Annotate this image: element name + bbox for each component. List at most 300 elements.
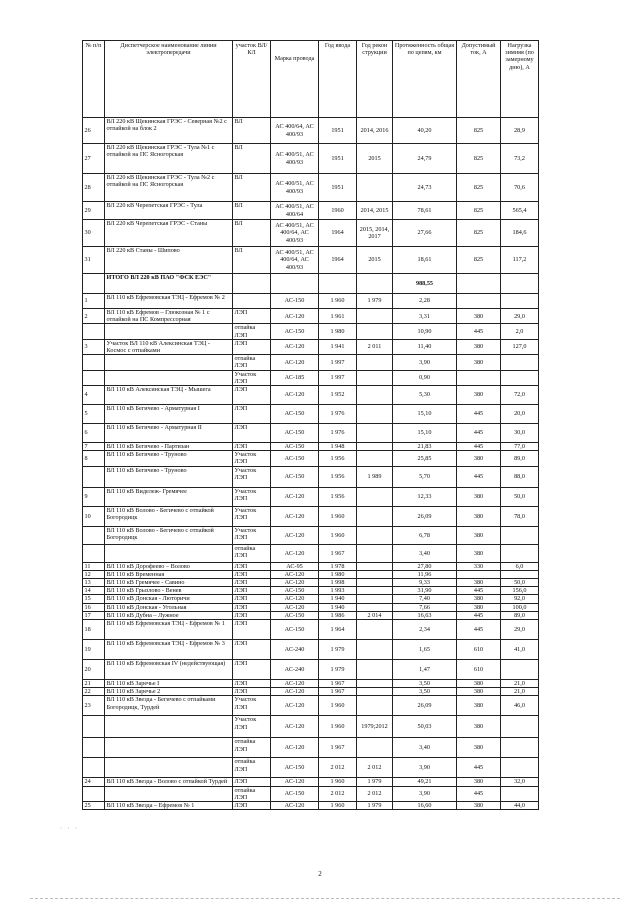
row-wire: АС-120 [271, 802, 319, 810]
row-no: 20 [83, 660, 105, 680]
total-label: ИТОГО ВЛ 220 кВ ПАО "ФСК ЕЭС" [105, 274, 233, 294]
row-year-in: 1964 [319, 247, 357, 274]
row-length: 18,61 [393, 247, 457, 274]
row-year-repair [357, 506, 393, 526]
row-no [83, 466, 105, 487]
table-body-220kv [83, 118, 539, 274]
row-year-repair [357, 174, 393, 202]
row-current: 380 [457, 738, 501, 758]
row-wire: АС 400/64, АС 400/93 [271, 118, 319, 144]
row-length: 11,40 [393, 339, 457, 354]
row-length: 50,03 [393, 716, 457, 738]
row-year-repair: 2015 [357, 247, 393, 274]
row-year-repair [357, 526, 393, 544]
row-name: Участок ВЛ 110 кВ Алексинская ТЭЦ - Космос с отпайками [105, 339, 233, 354]
row-section: ЛЭП [233, 603, 271, 611]
row-section: Участок ЛЭП [233, 451, 271, 466]
table-row [83, 309, 539, 324]
total-year-repair [357, 274, 393, 294]
row-name: ВЛ 110 кВ Донская - Люторичи [105, 595, 233, 603]
row-no: 7 [83, 443, 105, 451]
row-no: 31 [83, 247, 105, 274]
row-length: 3,90 [393, 758, 457, 778]
row-length: 27,80 [393, 562, 457, 570]
row-year-repair [357, 443, 393, 451]
row-section: ЛЭП [233, 587, 271, 595]
row-name: ВЛ 110 кВ Гремячее - Савино [105, 579, 233, 587]
table-row [83, 174, 539, 202]
table-row [83, 443, 539, 451]
table-row [83, 506, 539, 526]
row-no: 5 [83, 405, 105, 424]
row-year-repair [357, 562, 393, 570]
table-total-220kv [83, 274, 539, 294]
table-row [83, 603, 539, 611]
table-row [83, 324, 539, 339]
row-year-repair [357, 424, 393, 443]
row-year-repair [357, 386, 393, 405]
row-load: 88,0 [501, 466, 539, 487]
table-row [83, 579, 539, 587]
row-length: 24,79 [393, 144, 457, 174]
row-load: 100,0 [501, 603, 539, 611]
row-load: 20,0 [501, 405, 539, 424]
table-row [83, 570, 539, 578]
row-current: 380 [457, 603, 501, 611]
row-wire: АС-120 [271, 716, 319, 738]
row-name: ВЛ 110 кВ Звезда – Ефремов № 1 [105, 802, 233, 810]
row-year-in: 1 960 [319, 716, 357, 738]
table-row [83, 786, 539, 801]
row-length: 24,73 [393, 174, 457, 202]
row-length: 9,33 [393, 579, 457, 587]
row-year-in: 1 956 [319, 487, 357, 506]
row-section: ЛЭП [233, 595, 271, 603]
table-row [83, 386, 539, 405]
row-wire: АС-120 [271, 506, 319, 526]
row-section: ЛЭП [233, 802, 271, 810]
row-year-repair: 2015 [357, 144, 393, 174]
row-section: Участок ЛЭП [233, 716, 271, 738]
table-row [83, 544, 539, 562]
row-wire: АС-120 [271, 355, 319, 370]
row-no: 30 [83, 220, 105, 247]
row-section: ЛЭП [233, 778, 271, 786]
row-length: 21,83 [393, 443, 457, 451]
row-section: ЛЭП [233, 570, 271, 578]
row-wire: АС-150 [271, 758, 319, 778]
row-year-repair [357, 696, 393, 716]
row-no [83, 324, 105, 339]
table-row [83, 680, 539, 688]
row-load: 32,0 [501, 778, 539, 786]
row-wire: АС-150 [271, 611, 319, 619]
row-length: 2,34 [393, 620, 457, 640]
row-current: 380 [457, 696, 501, 716]
row-load: 72,0 [501, 386, 539, 405]
row-current: 825 [457, 118, 501, 144]
row-current: 445 [457, 620, 501, 640]
table-row [83, 118, 539, 144]
row-section: отпайка ЛЭП [233, 758, 271, 778]
row-wire: АС-95 [271, 562, 319, 570]
table-row [83, 424, 539, 443]
row-name: ВЛ 110 кВ Дорофеево – Волово [105, 562, 233, 570]
row-wire: АС-150 [271, 466, 319, 487]
row-wire: АС 400/51, АС 400/64 [271, 202, 319, 220]
row-current: 825 [457, 202, 501, 220]
row-section: ВЛ [233, 174, 271, 202]
row-name: ВЛ 220 кВ Черепетская ГРЭС - Станы [105, 220, 233, 247]
table-row [83, 144, 539, 174]
row-year-in: 1 960 [319, 506, 357, 526]
row-year-in: 1 993 [319, 587, 357, 595]
row-current: 380 [457, 595, 501, 603]
header-year-repair: Год рекон струкции [357, 41, 393, 118]
row-length: 0,90 [393, 370, 457, 385]
row-year-repair [357, 620, 393, 640]
row-no [83, 544, 105, 562]
row-length: 1,47 [393, 660, 457, 680]
row-load: 28,9 [501, 118, 539, 144]
row-no: 25 [83, 802, 105, 810]
row-current: 445 [457, 443, 501, 451]
row-section: ЛЭП [233, 386, 271, 405]
row-year-repair [357, 579, 393, 587]
row-wire: АС 400/51, АС 400/93 [271, 144, 319, 174]
row-wire: АС 400/51, АС 400/64, АС 400/93 [271, 220, 319, 247]
header-allowed-current: Допустимый ток, А [457, 41, 501, 118]
row-wire: АС-150 [271, 451, 319, 466]
row-length: 7,40 [393, 595, 457, 603]
row-name: ВЛ 110 кВ Ефремовская IV (недействующая) [105, 660, 233, 680]
row-current: 445 [457, 424, 501, 443]
row-no [83, 738, 105, 758]
row-year-repair [357, 680, 393, 688]
header-wire: Марка провода [271, 41, 319, 118]
table-row [83, 778, 539, 786]
row-current: 825 [457, 174, 501, 202]
table-row [83, 466, 539, 487]
row-wire: АС-120 [271, 339, 319, 354]
row-load: 78,0 [501, 506, 539, 526]
row-year-in: 1 980 [319, 324, 357, 339]
table-body-110kv [83, 294, 539, 810]
row-section: отпайка ЛЭП [233, 355, 271, 370]
row-load: 41,0 [501, 640, 539, 660]
row-current: 380 [457, 386, 501, 405]
row-length: 3,40 [393, 544, 457, 562]
row-year-repair [357, 738, 393, 758]
total-year-in [319, 274, 357, 294]
row-length: 12,33 [393, 487, 457, 506]
row-no: 19 [83, 640, 105, 660]
table-row [83, 451, 539, 466]
table-row [83, 526, 539, 544]
row-length: 5,30 [393, 386, 457, 405]
row-section: ВЛ [233, 202, 271, 220]
row-current: 380 [457, 487, 501, 506]
row-year-repair [357, 309, 393, 324]
row-year-repair [357, 603, 393, 611]
row-name [105, 370, 233, 385]
row-load [501, 570, 539, 578]
row-load: 77,0 [501, 443, 539, 451]
total-length: 988,55 [393, 274, 457, 294]
row-year-repair: 2015, 2014, 2017 [357, 220, 393, 247]
row-current: 825 [457, 247, 501, 274]
row-no: 2 [83, 309, 105, 324]
row-load: 73,2 [501, 144, 539, 174]
header-name: Диспетчерское наименование линии электропередачи [105, 41, 233, 118]
row-section: ЛЭП [233, 339, 271, 354]
row-current: 380 [457, 579, 501, 587]
row-year-in: 1 997 [319, 370, 357, 385]
row-no: 4 [83, 386, 105, 405]
row-no [83, 716, 105, 738]
row-current: 380 [457, 339, 501, 354]
row-section: ЛЭП [233, 424, 271, 443]
row-no: 8 [83, 451, 105, 466]
total-section [233, 274, 271, 294]
row-year-repair: 2 011 [357, 339, 393, 354]
row-no: 14 [83, 587, 105, 595]
row-section: ЛЭП [233, 611, 271, 619]
row-current: 445 [457, 758, 501, 778]
document-page [82, 40, 538, 810]
row-year-repair [357, 688, 393, 696]
row-year-in: 1 976 [319, 424, 357, 443]
row-year-repair [357, 355, 393, 370]
row-name: ВЛ 110 кВ Ефремовская ТЭЦ - Ефремов № 1 [105, 620, 233, 640]
row-year-in: 1 998 [319, 579, 357, 587]
row-load: 184,6 [501, 220, 539, 247]
row-wire: АС 400/51, АС 400/64, АС 400/93 [271, 247, 319, 274]
row-no: 27 [83, 144, 105, 174]
page-number: 2 [318, 870, 322, 878]
row-load [501, 786, 539, 801]
scan-artifact-dots: · · · [60, 826, 79, 832]
row-name: ВЛ 110 кВ Грызлово - Венев [105, 587, 233, 595]
row-section: ЛЭП [233, 620, 271, 640]
row-year-in: 1960 [319, 202, 357, 220]
table-row [83, 758, 539, 778]
table-row [83, 802, 539, 810]
row-name: ВЛ 110 кВ Звезда - Волово с отпайкой Турдей [105, 778, 233, 786]
row-year-in: 1 948 [319, 443, 357, 451]
row-current: 610 [457, 640, 501, 660]
row-no: 18 [83, 620, 105, 640]
row-load: 156,0 [501, 587, 539, 595]
row-no: 11 [83, 562, 105, 570]
row-wire: АС-120 [271, 778, 319, 786]
row-year-in: 1 941 [319, 339, 357, 354]
row-year-in: 1 960 [319, 526, 357, 544]
row-year-in: 1 952 [319, 386, 357, 405]
row-current: 380 [457, 680, 501, 688]
row-name [105, 544, 233, 562]
row-year-in: 2 012 [319, 758, 357, 778]
row-name: ВЛ 110 кВ Видележ- Гремячее [105, 487, 233, 506]
row-year-repair [357, 640, 393, 660]
row-current: 380 [457, 802, 501, 810]
row-wire: АС-150 [271, 587, 319, 595]
row-wire: АС-185 [271, 370, 319, 385]
row-length: 49,21 [393, 778, 457, 786]
row-name: ВЛ 110 кВ Дубна – Лужное [105, 611, 233, 619]
table-row [83, 620, 539, 640]
row-no [83, 355, 105, 370]
row-section: ВЛ [233, 247, 271, 274]
row-load: 2,0 [501, 324, 539, 339]
row-year-in: 1 976 [319, 405, 357, 424]
row-current: 380 [457, 451, 501, 466]
row-year-repair: 2014, 2015 [357, 202, 393, 220]
row-name: ВЛ 110 кВ Алексинская ТЭЦ - Мышега [105, 386, 233, 405]
row-year-repair [357, 405, 393, 424]
row-length: 1,65 [393, 640, 457, 660]
row-wire: АС-120 [271, 526, 319, 544]
row-year-repair [357, 370, 393, 385]
total-current [457, 274, 501, 294]
row-wire: АС-150 [271, 620, 319, 640]
row-year-in: 1951 [319, 118, 357, 144]
row-wire: АС-120 [271, 680, 319, 688]
row-year-in: 1 956 [319, 466, 357, 487]
row-year-repair [357, 570, 393, 578]
total-load [501, 274, 539, 294]
row-load: 117,2 [501, 247, 539, 274]
row-current: 380 [457, 506, 501, 526]
table-row [83, 587, 539, 595]
row-section: ЛЭП [233, 562, 271, 570]
row-year-repair [357, 487, 393, 506]
row-wire: АС-150 [271, 294, 319, 309]
row-current [457, 294, 501, 309]
row-section: ЛЭП [233, 680, 271, 688]
table-row [83, 611, 539, 619]
power-lines-table [82, 40, 539, 810]
row-load [501, 355, 539, 370]
row-name: ВЛ 110 кВ Ефремов – Глюкозная № 1 с отпайкой на ПС Компрессорная [105, 309, 233, 324]
row-load [501, 738, 539, 758]
row-year-in: 1 967 [319, 738, 357, 758]
row-current: 445 [457, 786, 501, 801]
row-current [457, 370, 501, 385]
table-row [83, 220, 539, 247]
row-no: 22 [83, 688, 105, 696]
row-current: 445 [457, 466, 501, 487]
row-section [233, 294, 271, 309]
table-row [83, 688, 539, 696]
row-section: Участок ЛЭП [233, 506, 271, 526]
row-name: ВЛ 110 кВ Бегичево - Арматурная II [105, 424, 233, 443]
row-length: 26,09 [393, 696, 457, 716]
row-no: 24 [83, 778, 105, 786]
row-no: 28 [83, 174, 105, 202]
row-section: отпайка ЛЭП [233, 786, 271, 801]
row-current [457, 570, 501, 578]
row-section: ЛЭП [233, 660, 271, 680]
row-wire: АС-120 [271, 309, 319, 324]
row-year-repair: 2014, 2016 [357, 118, 393, 144]
row-length: 26,09 [393, 506, 457, 526]
row-length: 3,31 [393, 309, 457, 324]
row-no [83, 526, 105, 544]
row-length: 7,66 [393, 603, 457, 611]
row-no: 12 [83, 570, 105, 578]
row-section: ЛЭП [233, 640, 271, 660]
row-section: ЛЭП [233, 309, 271, 324]
row-year-in: 1 940 [319, 595, 357, 603]
row-section: ЛЭП [233, 405, 271, 424]
row-load: 46,0 [501, 696, 539, 716]
row-name: ВЛ 110 кВ Бегичево - Арматурная I [105, 405, 233, 424]
row-length: 2,28 [393, 294, 457, 309]
row-no: 13 [83, 579, 105, 587]
row-length: 10,90 [393, 324, 457, 339]
row-no: 21 [83, 680, 105, 688]
header-no: № п/п [83, 41, 105, 118]
row-name: ВЛ 110 кВ Звезда - Бегичево с отпайками Богородицк, Турдей [105, 696, 233, 716]
row-wire: АС-120 [271, 487, 319, 506]
row-no: 6 [83, 424, 105, 443]
row-length: 3,40 [393, 738, 457, 758]
row-length: 15,10 [393, 405, 457, 424]
row-current: 330 [457, 562, 501, 570]
row-wire: АС-240 [271, 660, 319, 680]
row-wire: АС-150 [271, 324, 319, 339]
row-year-repair [357, 660, 393, 680]
row-no [83, 370, 105, 385]
row-wire: АС-150 [271, 786, 319, 801]
row-load [501, 660, 539, 680]
row-length: 3,90 [393, 786, 457, 801]
row-load: 565,4 [501, 202, 539, 220]
row-year-in: 1 967 [319, 688, 357, 696]
row-year-in: 1 960 [319, 294, 357, 309]
row-wire: АС-120 [271, 544, 319, 562]
row-year-in: 1 997 [319, 355, 357, 370]
row-load: 21,0 [501, 688, 539, 696]
row-name: ВЛ 110 кВ Заречье 2 [105, 688, 233, 696]
row-year-in: 1951 [319, 174, 357, 202]
row-current: 610 [457, 660, 501, 680]
row-wire: АС-120 [271, 688, 319, 696]
table-row [83, 660, 539, 680]
row-current: 445 [457, 324, 501, 339]
row-year-repair: 1 979 [357, 778, 393, 786]
row-name: ВЛ 220 кВ Щекинская ГРЭС - Тула №1 с отпайкой на ПС Ясногорская [105, 144, 233, 174]
row-year-repair: 1 979 [357, 802, 393, 810]
row-year-in: 1 979 [319, 640, 357, 660]
scan-edge-line [30, 898, 620, 900]
row-no: 16 [83, 603, 105, 611]
total-row [83, 274, 539, 294]
row-year-in: 1 978 [319, 562, 357, 570]
header-section: участок ВЛ/КЛ [233, 41, 271, 118]
row-no: 10 [83, 506, 105, 526]
row-section: ВЛ [233, 144, 271, 174]
row-current: 825 [457, 220, 501, 247]
table-row [83, 696, 539, 716]
row-section: ВЛ [233, 220, 271, 247]
row-no [83, 758, 105, 778]
row-load: 21,0 [501, 680, 539, 688]
header-load: Нагрузка зимняя (по замерному дню), А [501, 41, 539, 118]
row-load [501, 294, 539, 309]
row-section: отпайка ЛЭП [233, 324, 271, 339]
